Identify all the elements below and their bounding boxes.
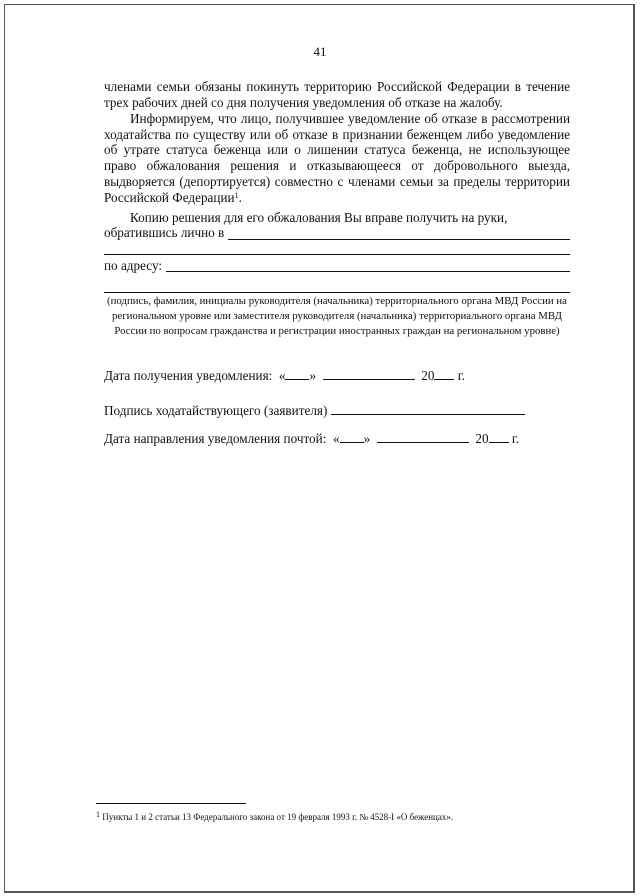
mail-date-label: Дата направления уведомления почтой: [104,431,327,446]
paragraph-information-text: Информируем, что лицо, получившее уведомление об отказе в рассмотрении ходатайства по существу или об отказе в признании беженцем либо уведомление об утрате статуса беженца или о лишении статуса беженца, не использующее право обжалования решения и отказывающееся от добровольного выезда, выдворяется (депортируется) совместно с членами семьи за пределы территории Российской Федерации [104,111,570,205]
receipt-date-row: Дата получения уведомления: « » 20 г. [104,368,465,383]
paragraph-copy [104,210,570,226]
address-blank-line[interactable] [166,271,570,272]
paragraph-obligation: членами семьи обязаны покинуть территорию Российской Федерации в течение трех рабочих дней со дня получения уведомления об отказе на жалобу. [104,79,570,110]
paragraph-copy-line1: Копию решения для его обжалования Вы вправе получить на руки, [130,210,508,225]
footnote-ref: 1 [234,190,239,200]
applicant-signature-blank[interactable] [331,403,525,415]
signature-caption: (подпись, фамилия, инициалы руководителя (начальника) территориального органа МВД России на региональном уровне или заместителя руководителя (начальника) территориального органа МВД России по вопросам гражданства и регистрации иностранных граждан на региональном уровне) [107,295,567,337]
footnote-mark: 1 [96,810,100,819]
receipt-month-blank[interactable] [323,368,415,380]
receipt-date-label: Дата получения уведомления: [104,368,273,383]
mail-date-row: Дата направления уведомления почтой: « » 20 г. [104,431,520,446]
signature-label: Подпись ходатайствующего (заявителя) [104,403,328,418]
label-address: по адресу: [104,258,163,273]
mail-day-blank[interactable] [340,431,364,443]
office-blank-line[interactable] [228,239,570,240]
footnote-separator [96,803,246,804]
paragraph-information: Информируем, что лицо, получившее уведомление об отказе в рассмотрении ходатайства по существу или об отказе в признании беженцем либо уведомление об утрате статуса беженца или о лишении статуса беженца, не использующее право обжалования решения и отказывающееся от добровольного выезда, выдворяется (депортируется) совместно с членами семьи за пределы территории Российской Федерации$^1$. [104,111,570,205]
footnote [96,812,453,822]
footnote-text: Пункты 1 и 2 статьи 13 Федерального закона от 19 февраля 1993 г. № 4528-I «О беженцах». [102,812,454,822]
mail-year-blank[interactable] [489,431,509,443]
mail-month-blank[interactable] [377,431,469,443]
label-apply-in-person: обратившись лично в [104,225,225,240]
page-number: 41 [313,44,327,59]
signature-row [104,403,525,419]
receipt-day-blank[interactable] [285,368,309,380]
signature-head-line[interactable] [104,292,570,293]
office-blank-line-2[interactable] [104,254,570,255]
receipt-year-blank[interactable] [434,368,454,380]
